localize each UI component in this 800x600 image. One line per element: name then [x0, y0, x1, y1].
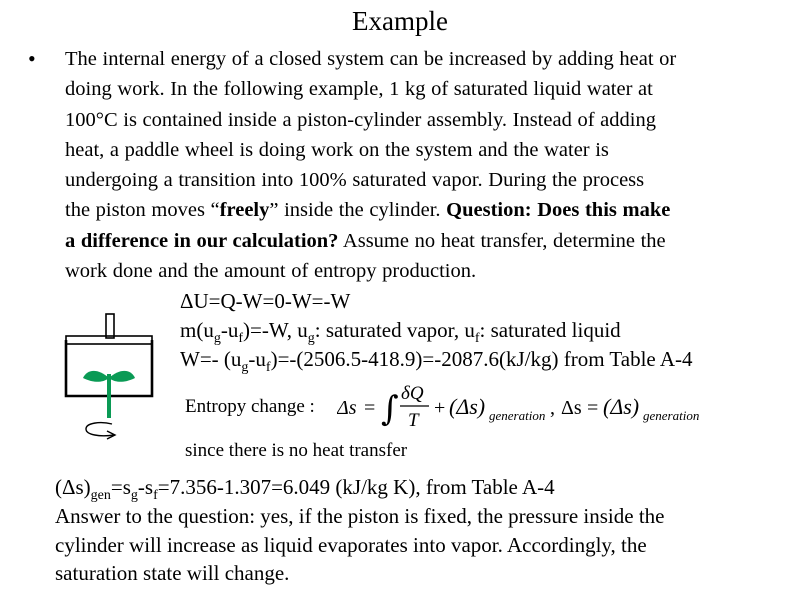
rhs-delta-s: Δs	[561, 397, 582, 419]
rhs-generation-subscript: generation	[643, 408, 700, 423]
eq-subscript: f	[265, 360, 271, 375]
eq-text: -u	[220, 318, 239, 342]
statement-line-4: heat, a paddle wheel is doing work on the system and the water is	[65, 138, 609, 161]
eq-subscript: f	[474, 331, 480, 346]
piston-icon	[66, 314, 152, 344]
rotation-arrow-icon	[86, 423, 115, 439]
eq-text: )=-W, u	[243, 318, 308, 342]
text-segment: Assume no heat transfer, determine the	[338, 229, 666, 252]
question-part-1: Question: Does this make	[446, 199, 671, 222]
internal-energy-equation	[180, 316, 621, 344]
statement-line-3: 100°C is contained inside a piston-cylinder assembly. Instead of adding	[65, 108, 656, 131]
delta-s: Δs	[337, 397, 357, 419]
bullet-marker: •	[28, 46, 36, 71]
eq-text: )=-(2506.5-418.9)=-2087.6(kJ/kg) from Table A-4	[270, 347, 693, 371]
answer-line-3: saturation state will change.	[55, 561, 290, 585]
eq-subscript: g	[213, 331, 221, 346]
eq-text: : saturated vapor, u	[314, 318, 475, 342]
question-part-2: a difference in our calculation?	[65, 229, 339, 252]
eq-text: (Δs)	[55, 475, 91, 499]
answer-line-1: Answer to the question: yes, if the piston is fixed, the pressure inside the	[55, 504, 665, 528]
answer-paragraph	[55, 502, 800, 588]
entropy-generation-equation	[55, 473, 555, 501]
text-segment: ” inside the cylinder.	[269, 199, 447, 222]
rhs-equals-sign: =	[587, 397, 599, 419]
generation-subscript: generation	[489, 408, 546, 423]
piston-cylinder-paddle-figure	[62, 312, 174, 450]
eq-subscript: g	[307, 331, 315, 346]
entropy-formula	[337, 378, 717, 434]
problem-statement	[65, 44, 800, 286]
eq-text: W=- (u	[180, 347, 242, 371]
statement-line-5: undergoing a transition into 100% saturated vapor. During the process	[65, 169, 645, 192]
statement-line-6	[65, 195, 800, 225]
fraction-denominator: T	[408, 410, 419, 431]
answer-line-2: cylinder will increase as liquid evaporates into vapor. Accordingly, the	[55, 532, 647, 557]
equals-sign: =	[364, 397, 376, 419]
integral-sign: ∫	[381, 389, 399, 429]
eq-subscript: f	[153, 488, 158, 503]
eq-subscript: g	[241, 360, 249, 375]
no-heat-note: since there is no heat transfer	[185, 440, 408, 461]
eq-text: =s	[110, 475, 131, 499]
entropy-label: Entropy change :	[185, 396, 315, 417]
plus-sign: +	[434, 397, 446, 419]
eq-subscript: f	[238, 331, 243, 346]
statement-line-1: The internal energy of a closed system can be increased by adding heat or	[65, 48, 677, 70]
text-segment: the piston moves “	[65, 199, 220, 222]
eq-text: =7.356-1.307=6.049 (kJ/kg K), from Table A-4	[157, 475, 555, 499]
statement-line-2: doing work. In the following example, 1 kg of saturated liquid water at	[65, 78, 653, 101]
eq-text: m(u	[180, 318, 214, 342]
eq-text: : saturated liquid	[479, 318, 621, 342]
fraction-numerator: δQ	[401, 383, 424, 404]
work-equation	[180, 345, 693, 373]
paddle-wheel-icon	[83, 371, 135, 418]
rhs-generation-term: (Δs)	[603, 394, 640, 419]
entropy-equation	[185, 378, 725, 434]
statement-line-8: work done and the amount of entropy production.	[65, 260, 477, 283]
generation-term: (Δs)	[449, 394, 486, 419]
statement-line-7	[65, 226, 800, 256]
energy-balance-equation: ΔU=Q-W=0-W=-W	[180, 289, 351, 313]
comma: ,	[550, 397, 555, 419]
eq-subscript: g	[130, 488, 138, 503]
freely-emphasis: freely	[219, 199, 270, 222]
eq-text: -s	[137, 475, 154, 499]
slide-title: Example	[352, 6, 448, 36]
eq-subscript: gen	[90, 488, 111, 503]
eq-text: -u	[248, 347, 266, 371]
